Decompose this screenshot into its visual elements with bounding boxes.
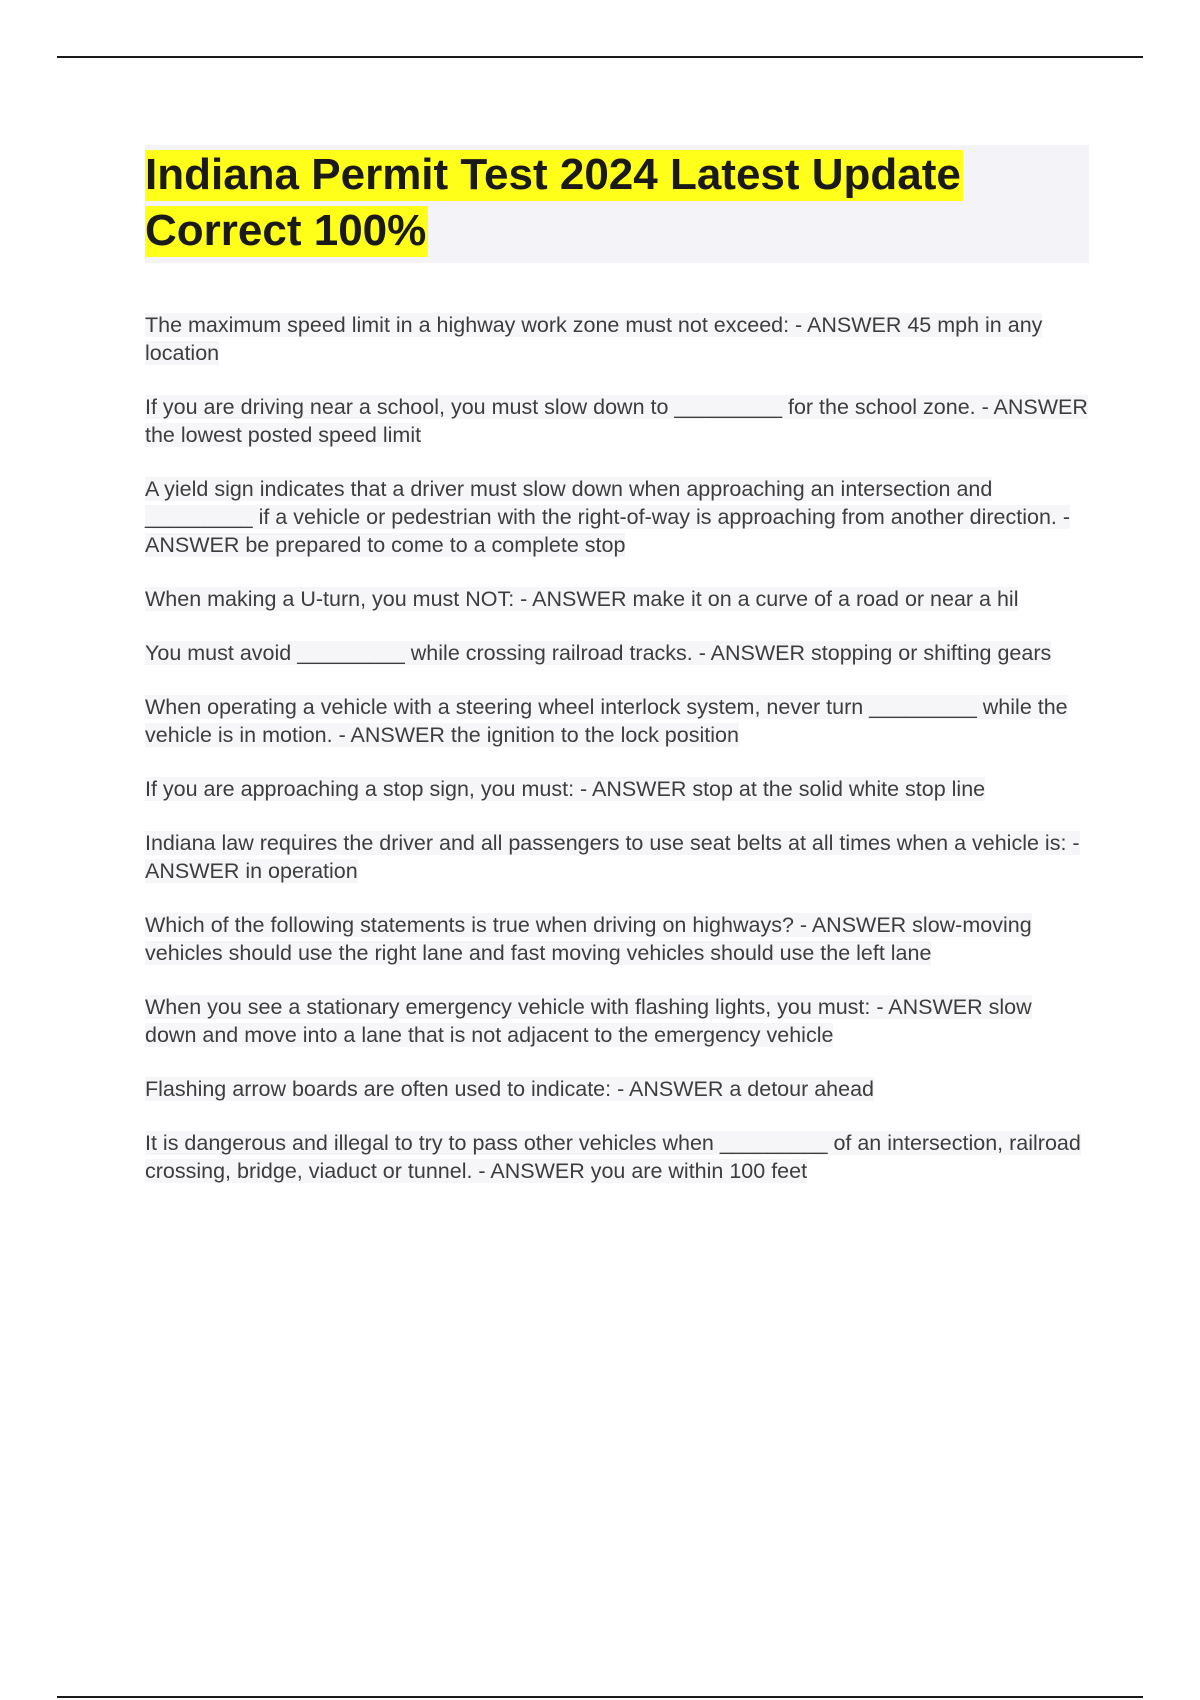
qa-item-6: When operating a vehicle with a steering wheel interlock system, never turn _________ while the vehicle is in motion. - ANSWER the ignition to the lock position <box>145 695 1068 747</box>
qa-item-3: A yield sign indicates that a driver must slow down when approaching an intersection and _________ if a vehicle or pedestrian with the right-of-way is approaching from another direction. - ANSWER be prepared to come to a complete stop <box>145 477 1071 557</box>
page-title <box>145 147 1089 259</box>
bottom-rule <box>57 1696 1143 1698</box>
qa-item-8: Indiana law requires the driver and all passengers to use seat belts at all times when a vehicle is: - ANSWER in operation <box>145 831 1080 883</box>
qa-item-9: Which of the following statements is true when driving on highways? - ANSWER slow-moving vehicles should use the right lane and fast moving vehicles should use the left lane <box>145 913 1032 965</box>
title-block <box>145 145 1089 263</box>
qa-item-12: It is dangerous and illegal to try to pass other vehicles when _________ of an intersection, railroad crossing, bridge, viaduct or tunnel. - ANSWER you are within 100 feet <box>145 1131 1081 1183</box>
qa-item-2: If you are driving near a school, you must slow down to _________ for the school zone. - ANSWER the lowest posted speed limit <box>145 395 1088 447</box>
qa-item-7: If you are approaching a stop sign, you must: - ANSWER stop at the solid white stop line <box>145 777 986 801</box>
qa-item-1: The maximum speed limit in a highway work zone must not exceed: - ANSWER 45 mph in any location <box>145 313 1043 365</box>
qa-item-11: Flashing arrow boards are often used to indicate: - ANSWER a detour ahead <box>145 1077 875 1101</box>
qa-item-5: You must avoid _________ while crossing railroad tracks. - ANSWER stopping or shifting gears <box>145 641 1052 665</box>
page-title-text: Indiana Permit Test 2024 Latest Update Correct 100% <box>145 150 961 255</box>
top-rule <box>57 56 1143 58</box>
qa-item-10: When you see a stationary emergency vehicle with flashing lights, you must: - ANSWER slow down and move into a lane that is not adjacent to the emergency vehicle <box>145 995 1032 1047</box>
qa-item-4: When making a U-turn, you must NOT: - ANSWER make it on a curve of a road or near a hil <box>145 587 1019 611</box>
document-body <box>145 145 1089 1211</box>
